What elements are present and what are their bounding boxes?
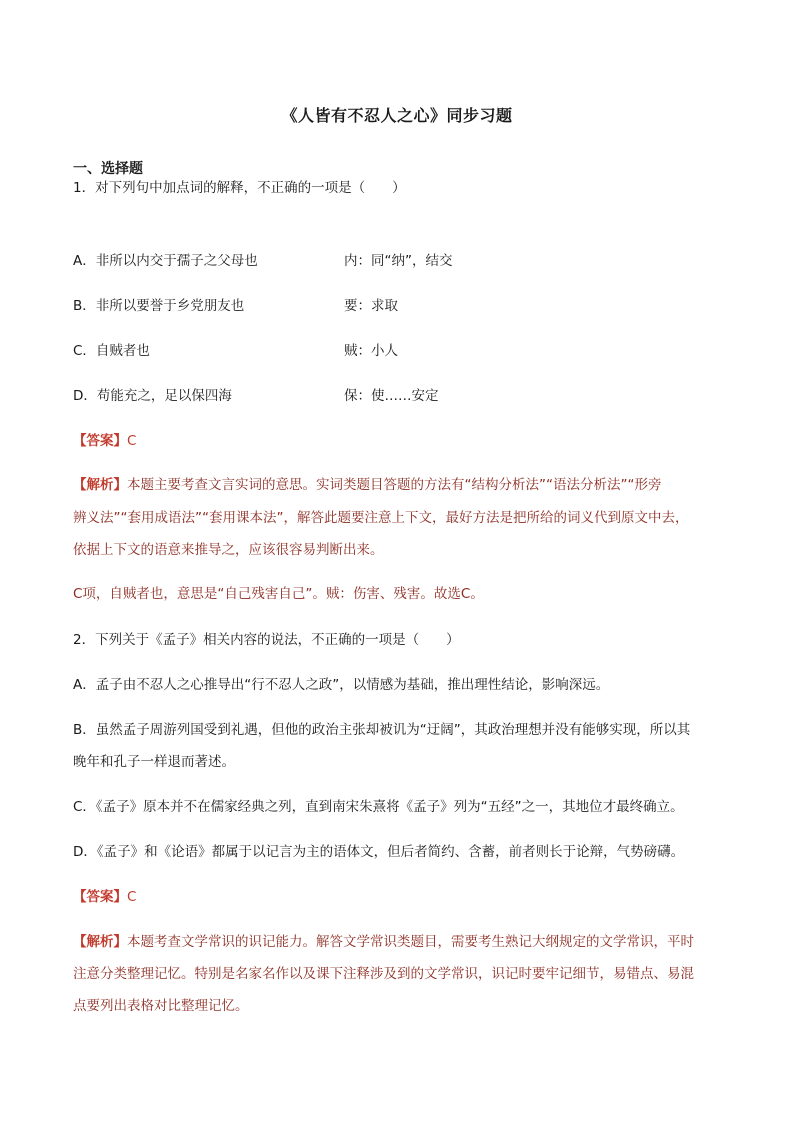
explanation-label: 【解析】: [73, 934, 127, 950]
q1-explanation-line-3: 依据上下文的语意来推导之，应该很容易判断出来。: [73, 542, 384, 558]
q2-explanation-line-3: 点要列出表格对比整理记忆。: [73, 998, 249, 1014]
q1-option-a: A．非所以内交于孺子之父母也: [73, 253, 258, 269]
section-heading: 一、选择题: [73, 161, 143, 177]
q1-option-b: B．非所以要誉于乡党朋友也: [73, 298, 245, 314]
q2-option-d: D．《孟子》和《论语》都属于以记言为主的语体文，但后者简约、含蓄，前者则长于论辩，气势磅礴。: [73, 844, 685, 860]
q1-answer: [73, 429, 136, 449]
explanation-text: 本题主要考查文言实词的意思。实词类题目答题的方法有“结构分析法”“语法分析法”“形旁: [127, 477, 662, 493]
q1-explanation-extra: C项，自贼者也，意思是“自己残害自己”。贼：伤害、残害。故选C。: [73, 586, 484, 602]
q2-explanation-line-1: [73, 930, 694, 950]
answer-value: C: [127, 433, 137, 449]
q2-answer: [73, 885, 136, 905]
question-1-stem: 1．对下列句中加点词的解释，不正确的一项是（ ）: [73, 180, 406, 196]
explanation-label: 【解析】: [73, 477, 127, 493]
explanation-text: 本题考查文学常识的识记能力。解答文学常识类题目，需要考生熟记大纲规定的文学常识，平时: [127, 934, 694, 950]
q1-option-a-gloss: 内：同“纳”，结交: [344, 253, 453, 269]
q1-option-c-gloss: 贼：小人: [344, 343, 398, 359]
q2-explanation-line-2: 注意分类整理记忆。特别是名家名作以及课下注释涉及到的文学常识，识记时要牢记细节，易错点、易混: [73, 966, 694, 982]
q1-explanation-line-2: 辨义法”“套用成语法”“套用课本法”，解答此题要注意上下文，最好方法是把所给的词义代到原文中去，: [73, 510, 689, 526]
q1-explanation-line-1: [73, 473, 661, 493]
q1-option-b-gloss: 要：求取: [344, 298, 398, 314]
document-title: 《人皆有不忍人之心》同步习题: [281, 106, 513, 125]
q1-option-c: C．自贼者也: [73, 343, 150, 359]
q1-option-d-gloss: 保：使……安定: [344, 388, 439, 404]
q2-option-c: C．《孟子》原本并不在儒家经典之列，直到南宋朱熹将《孟子》列为“五经”之一，其地位才最终确立。: [73, 799, 684, 815]
q2-option-b-line-2: 晚年和孔子一样退而著述。: [73, 754, 235, 770]
answer-label: 【答案】: [73, 433, 127, 449]
q2-option-b-line-1: B．虽然孟子周游列国受到礼遇，但他的政治主张却被讥为“迂阔”，其政治理想并没有能够实现，所以其: [73, 722, 691, 738]
answer-value: C: [127, 889, 137, 905]
answer-label: 【答案】: [73, 889, 127, 905]
question-2-stem: 2．下列关于《孟子》相关内容的说法，不正确的一项是（ ）: [73, 632, 460, 648]
q1-option-d: D．苟能充之，足以保四海: [73, 388, 232, 404]
q2-option-a: A．孟子由不忍人之心推导出“行不忍人之政”，以情感为基础，推出理性结论，影响深远。: [73, 677, 610, 693]
